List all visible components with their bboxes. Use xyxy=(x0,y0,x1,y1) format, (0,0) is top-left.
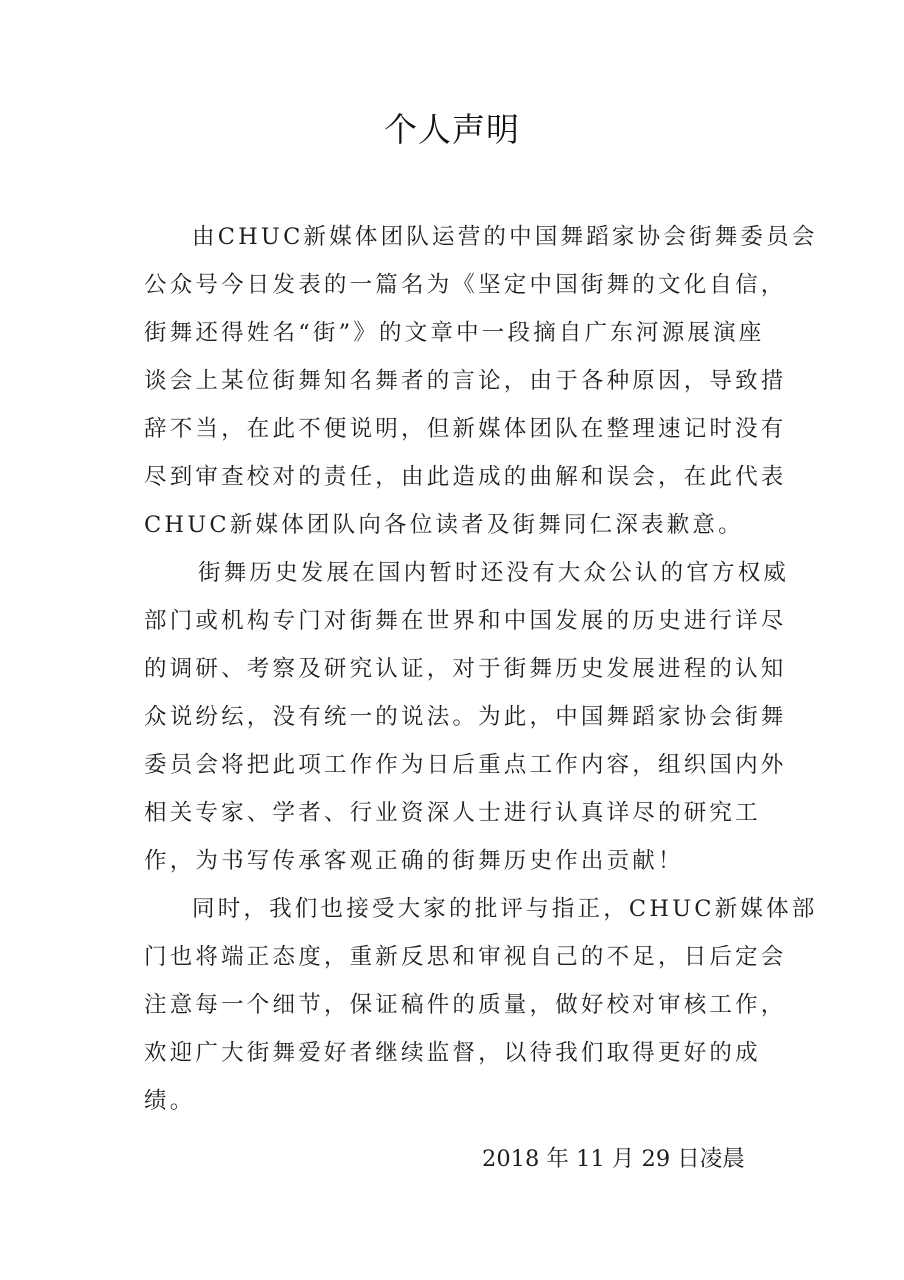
text-line: 公众号今日发表的一篇名为《坚定中国街舞的文化自信， xyxy=(144,272,787,298)
text-line: 的调研、考察及研究认证，对于街舞历史发展进程的认知 xyxy=(144,656,787,682)
document-title: 个人声明 xyxy=(384,110,520,149)
text-line: 众说纷纭，没有统一的说法。为此，中国舞蹈家协会街舞 xyxy=(144,704,787,730)
text-line: 街舞历史发展在国内暂时还没有大众公认的官方权威 xyxy=(198,560,790,586)
text-line: 作，为书写传承客观正确的街舞历史作出贡献！ xyxy=(144,848,684,874)
text-line: 委员会将把此项工作作为日后重点工作内容，组织国内外 xyxy=(144,752,787,778)
text-line: 相关专家、学者、行业资深人士进行认真详尽的研究工 xyxy=(144,800,761,826)
text-line: 同时，我们也接受大家的批评与指正，CHUC新媒体部 xyxy=(192,896,818,922)
text-line: 尽到审查校对的责任，由此造成的曲解和误会，在此代表 xyxy=(144,464,787,490)
text-line: 谈会上某位街舞知名舞者的言论，由于各种原因，导致措 xyxy=(144,368,787,394)
text-line: 门也将端正态度，重新反思和审视自己的不足，日后定会 xyxy=(144,944,787,970)
text-line: 部门或机构专门对街舞在世界和中国发展的历史进行详尽 xyxy=(144,608,787,634)
text-line: 街舞还得姓名“街”》的文章中一段摘自广东河源展演座 xyxy=(144,320,765,346)
statement-date: 2018 年 11 月 29 日凌晨 xyxy=(482,1146,745,1172)
text-line: 由CHUC新媒体团队运营的中国舞蹈家协会街舞委员会 xyxy=(192,224,818,250)
text-line: 注意每一个细节，保证稿件的质量，做好校对审核工作， xyxy=(144,992,787,1018)
text-line: CHUC新媒体团队向各位读者及街舞同仁深表歉意。 xyxy=(144,512,744,538)
text-line: 绩。 xyxy=(144,1088,196,1114)
text-line: 辞不当，在此不便说明，但新媒体团队在整理速记时没有 xyxy=(144,416,787,442)
text-line: 欢迎广大街舞爱好者继续监督，以待我们取得更好的成 xyxy=(144,1040,761,1066)
